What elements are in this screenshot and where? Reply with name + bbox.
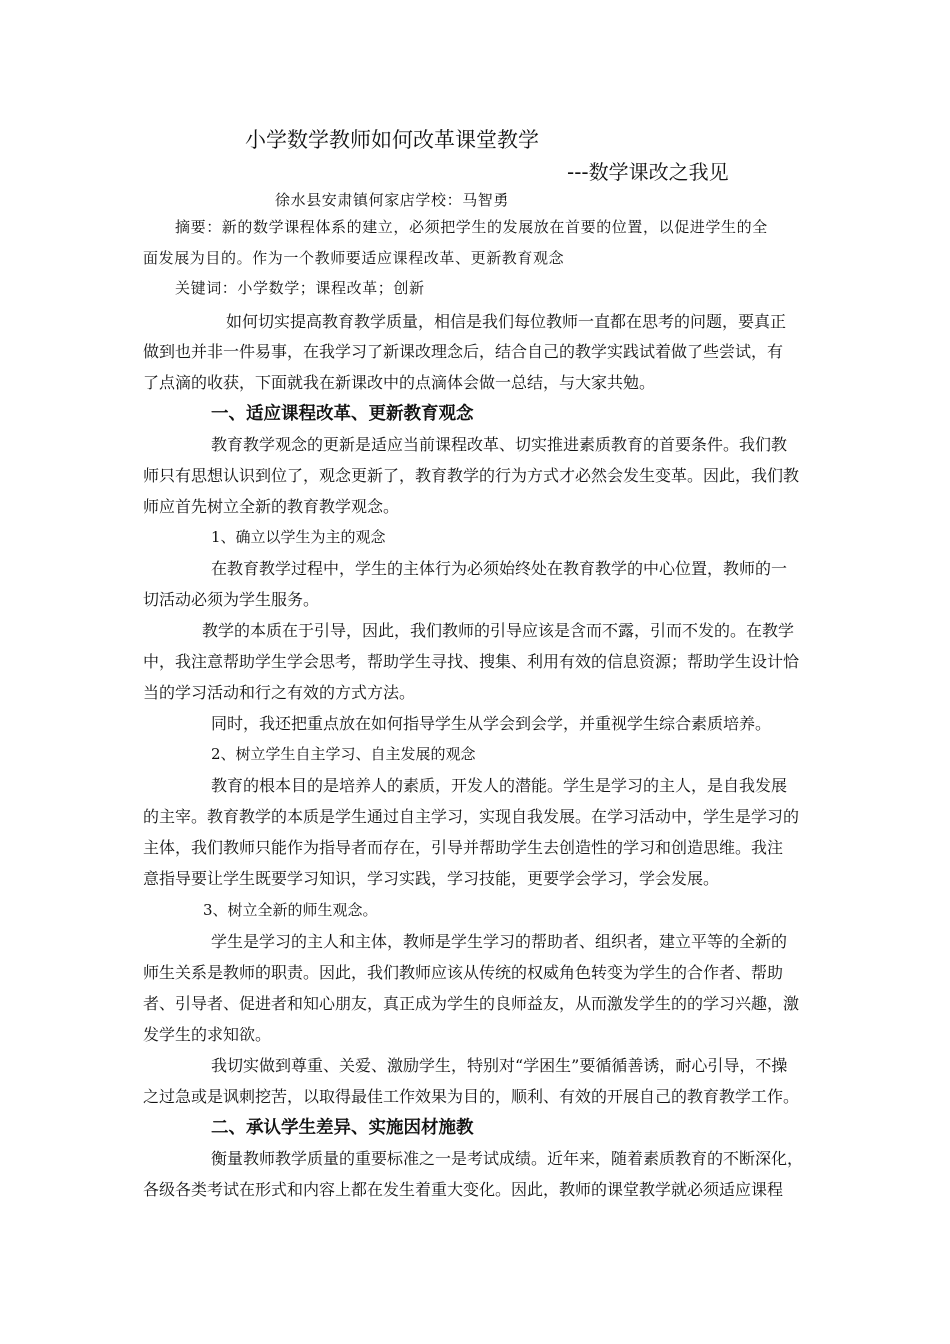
paragraph-line: 衡量教师教学质量的重要标准之一是考试成绩。近年来，随着素质教育的不断深化， <box>211 1149 804 1168</box>
paragraph-line: 之过急或是讽刺挖苦，以取得最佳工作效果为目的，顺利、有效的开展自己的教育教学工作。 <box>143 1087 800 1106</box>
paragraph-line: 各级各类考试在形式和内容上都在发生着重大变化。因此，教师的课堂教学就必须适应课程 <box>143 1180 784 1199</box>
paragraph-line: 在教育教学过程中，学生的主体行为必须始终处在教育教学的中心位置，教师的一 <box>211 559 788 578</box>
paragraph-line: 同时，我还把重点放在如何指导学生从学会到会学，并重视学生综合素质培养。 <box>211 714 772 733</box>
paragraph-line: 教育教学观念的更新是适应当前课程改革、切实推进素质教育的首要条件。我们教 <box>211 435 788 454</box>
paragraph-line: 意指导要让学生既要学习知识，学习实践，学习技能，更要学会学习，学会发展。 <box>143 869 720 888</box>
section-heading-2: 二、承认学生差异、实施因材施教 <box>211 1118 474 1138</box>
paragraph-line: 我切实做到尊重、关爱、激励学生，特别对“学困生”要循循善诱，耐心引导，不操 <box>211 1056 788 1075</box>
paragraph-line: 师应首先树立全新的教育教学观念。 <box>143 497 400 516</box>
intro-line: 做到也并非一件易事，在我学习了新课改理念后，结合自己的教学实践试着做了些尝试，有 <box>143 342 784 361</box>
subsection-heading: 2、树立学生自主学习、自主发展的观念 <box>211 745 476 763</box>
keywords-line: 关键词：小学数学；课程改革；创新 <box>175 279 425 297</box>
subsection-heading: 3、树立全新的师生观念。 <box>203 901 378 919</box>
paragraph-line: 当的学习活动和行之有效的方式方法。 <box>143 683 416 702</box>
intro-line: 了点滴的收获，下面就我在新课改中的点滴体会做一总结，与大家共勉。 <box>143 373 656 392</box>
paragraph-line: 师只有思想认识到位了，观念更新了，教育教学的行为方式才必然会发生变革。因此，我们教 <box>143 466 800 485</box>
paragraph-line: 切活动必须为学生服务。 <box>143 590 320 609</box>
section-heading-1: 一、适应课程改革、更新教育观念 <box>211 404 474 424</box>
abstract-line: 摘要：新的数学课程体系的建立，必须把学生的发展放在首要的位置，以促进学生的全 <box>175 218 768 236</box>
paragraph-line: 学生是学习的主人和主体，教师是学生学习的帮助者、组织者，建立平等的全新的 <box>211 932 788 951</box>
paragraph-line: 者、引导者、促进者和知心朋友，真正成为学生的良师益友，从而激发学生的的学习兴趣，激 <box>143 994 800 1013</box>
paragraph-line: 的主宰。教育教学的本质是学生通过自主学习，实现自我发展。在学习活动中，学生是学习的 <box>143 807 800 826</box>
paragraph-line: 主体，我们教师只能作为指导者而存在，引导并帮助学生去创造性的学习和创造思维。我注 <box>143 838 784 857</box>
doc-title: 小学数学教师如何改革课堂教学 <box>245 128 539 152</box>
paragraph-line: 教学的本质在于引导，因此，我们教师的引导应该是含而不露，引而不发的。在教学 <box>202 621 795 640</box>
paragraph-line: 中，我注意帮助学生学会思考，帮助学生寻找、搜集、利用有效的信息资源；帮助学生设计恰 <box>143 652 800 671</box>
paragraph-line: 发学生的求知欲。 <box>143 1025 272 1044</box>
intro-line: 如何切实提高教育教学质量，相信是我们每位教师一直都在思考的问题，要真正 <box>226 312 787 331</box>
paragraph-line: 师生关系是教师的职责。因此，我们教师应该从传统的权威角色转变为学生的合作者、帮助 <box>143 963 784 982</box>
doc-subtitle: ---数学课改之我见 <box>567 160 729 184</box>
author-line: 徐水县安肃镇何家店学校：马智勇 <box>275 191 510 209</box>
subsection-heading: 1、确立以学生为主的观念 <box>211 528 386 546</box>
paragraph-line: 教育的根本目的是培养人的素质，开发人的潜能。学生是学习的主人，是自我发展 <box>211 776 788 795</box>
abstract-line: 面发展为目的。作为一个教师要适应课程改革、更新教育观念 <box>143 249 565 267</box>
